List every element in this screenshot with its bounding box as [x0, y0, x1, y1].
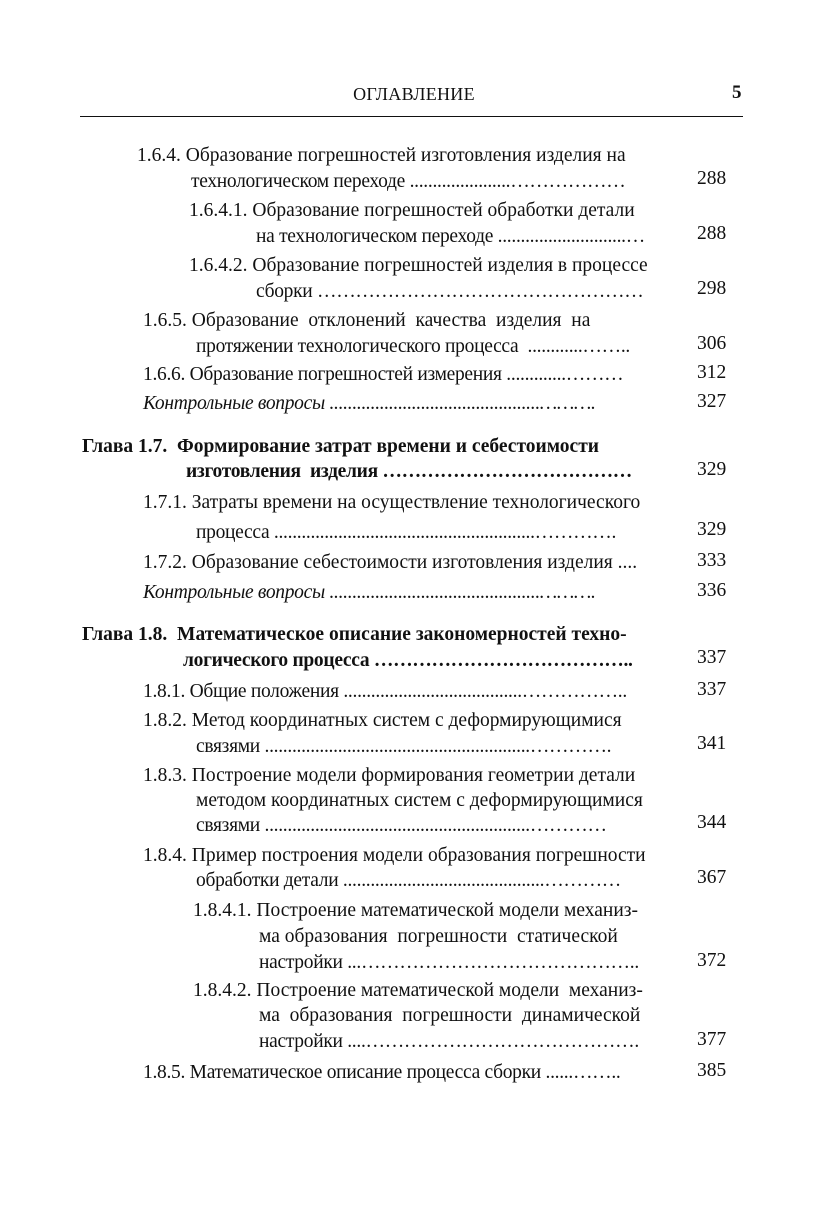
header-title: ОГЛАВЛЕНИЕ [353, 84, 475, 104]
toc-entry-line: обработки детали ............................................………… [196, 870, 622, 891]
toc-page-number: 337 [697, 679, 727, 700]
toc-entry-line: 1.8.2. Метод координатных систем с деформирующимися [143, 710, 622, 731]
toc-review-questions: Контрольные вопросы ..............................................………. [143, 582, 596, 603]
toc-page-number: 312 [697, 362, 727, 383]
toc-entry-line: связями ..........................................................………… [196, 815, 607, 836]
toc-chapter-heading: логического процесса ………………………………….. [183, 650, 633, 671]
toc-entry-line: настройки ...…………………………………….. [259, 952, 639, 973]
toc-page-number: 344 [697, 812, 727, 833]
toc-chapter-heading: изготовления изделия ………………………………… [186, 461, 632, 482]
toc-chapter-heading: Глава 1.7. Формирование затрат времени и себестоимости [82, 436, 600, 457]
toc-page-number: 298 [697, 278, 727, 299]
toc-entry-line: 1.7.2. Образование себестоимости изготовления изделия .... [143, 552, 638, 573]
toc-entry-line: методом координатных систем с деформирующимися [196, 790, 643, 811]
toc-page-number: 341 [697, 733, 727, 754]
toc-entry-line [143, 582, 596, 604]
toc-entry-line: 1.8.4.1. Построение математической модели механиз- [193, 900, 638, 921]
toc-page-number: 367 [697, 867, 727, 888]
toc-entry-line: протяжении технологического процесса ............…….. [196, 336, 630, 357]
toc-entry-line: технологическом переходе ......................……………… [191, 171, 626, 192]
toc-page-number: 288 [697, 168, 727, 189]
toc-entry-line: 1.7.1. Затраты времени на осуществление технологического [143, 492, 641, 513]
toc-entry-line: 1.8.5. Математическое описание процесса сборки ......…….. [143, 1062, 621, 1083]
toc-entry-line: 1.8.1. Общие положения .......................................…………….. [143, 681, 627, 702]
toc-entry-line: сборки …………………………………………… [256, 281, 644, 302]
toc-entry-line: 1.6.5. Образование отклонений качества изделия на [143, 310, 591, 331]
toc-page-number: 372 [697, 950, 727, 971]
toc-entry-line: 1.6.4.1. Образование погрешностей обработки детали [189, 200, 635, 221]
toc-entry-line: 1.8.4. Пример построения модели образования погрешности [143, 845, 646, 866]
toc-chapter-heading: Глава 1.8. Математическое описание закономерностей техно- [82, 624, 627, 645]
toc-entry-line: связями ..........................................................…………. [196, 736, 612, 757]
toc-entry-line: 1.6.4. Образование погрешностей изготовления изделия на [137, 145, 626, 166]
toc-page-number: 336 [697, 580, 727, 601]
toc-page-number: 306 [697, 333, 727, 354]
toc-entry-line: 1.6.6. Образование погрешностей измерения .............……… [143, 364, 624, 385]
toc-entry-line: 1.8.4.2. Построение математической модели механиз- [193, 980, 643, 1001]
toc-page-number: 337 [697, 647, 727, 668]
toc-page-number: 288 [697, 223, 727, 244]
toc-page-number: 333 [697, 550, 727, 571]
toc-page-number: 329 [697, 459, 727, 480]
toc-page-number: 377 [697, 1029, 727, 1050]
toc-entry-line: на технологическом переходе ............................… [256, 226, 645, 247]
toc-review-questions: Контрольные вопросы ..............................................………. [143, 393, 596, 414]
header-rule [80, 116, 743, 117]
toc-entry-line: 1.6.4.2. Образование погрешностей изделия в процессе [189, 255, 648, 276]
toc-entry-line: ма образования погрешности статической [259, 926, 618, 947]
toc-page-number: 329 [697, 519, 727, 540]
toc-entry-line: 1.8.3. Построение модели формирования геометрии детали [143, 765, 636, 786]
toc-page-number: 385 [697, 1060, 727, 1081]
toc-entry-line: настройки ....……………………………………. [259, 1031, 639, 1052]
toc-entry-line [143, 393, 596, 415]
toc-entry-line: процесса .........................................................…………. [196, 522, 617, 543]
page-number: 5 [732, 82, 742, 103]
toc-page-number: 327 [697, 391, 727, 412]
toc-entry-line: ма образования погрешности динамической [259, 1005, 641, 1026]
